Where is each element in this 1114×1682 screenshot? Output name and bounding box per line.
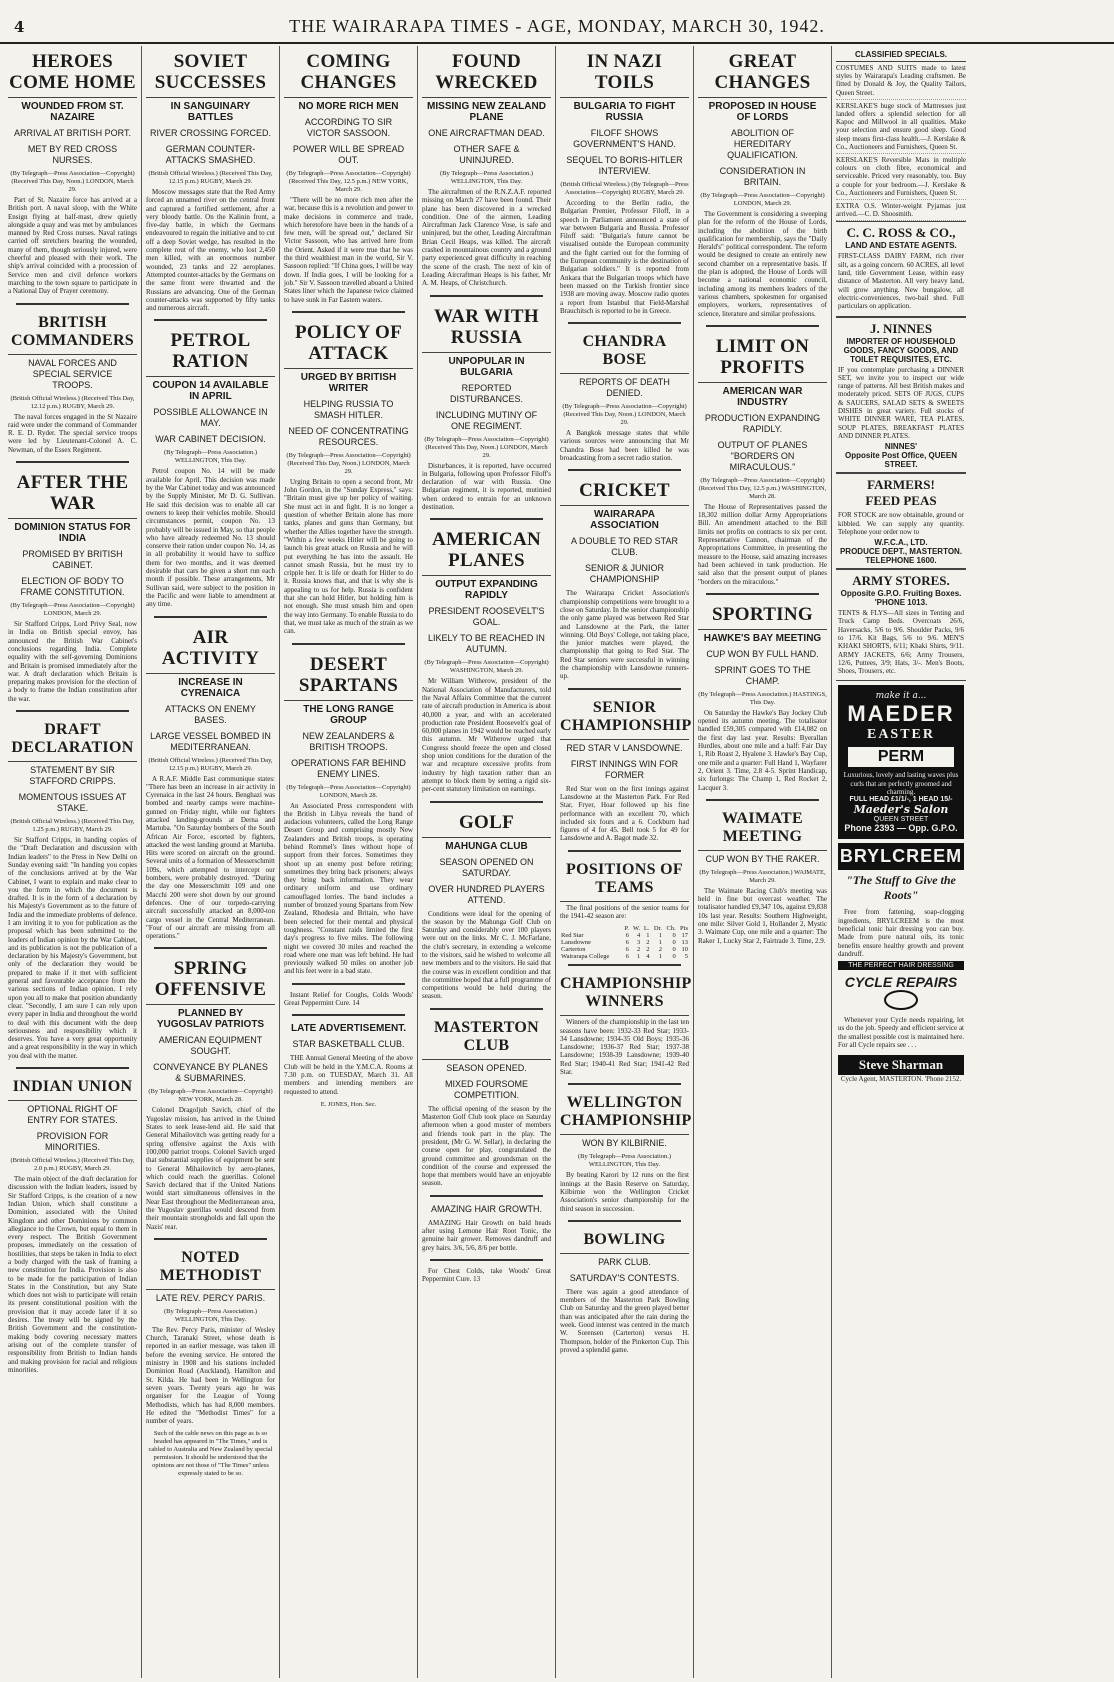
article-limit-on-profits xyxy=(698,331,827,595)
article-body: The official opening of the season by the Masterton Golf Club took place on Saturday afternoon when a good muster of members and friends took part in the play. The president, (Mr G. W. Sellar), in declaring the course open for play, congratulated the ground committee and groundsman on the condition of the course and expressed the hope that members would have an enjoyable season. xyxy=(422,1104,551,1188)
article-american-planes xyxy=(422,524,551,802)
article-body: Disturbances, it is reported, have occurred in Bulgaria, following upon Professor Filoff's declaration of war with Russia. One Bulgarian regiment, it is reported, mutinied when ordered to entrain for an unknown destination. xyxy=(422,461,551,512)
deck: MOMENTOUS ISSUES AT STAKE. xyxy=(18,792,127,814)
divider xyxy=(568,469,681,471)
ad-name: MAEDER xyxy=(847,701,955,727)
column-5 xyxy=(556,46,694,1678)
article-body: According to the Berlin radio, the Bulgarian Premier, Professor Filoff, in a speech in Parliament announced a state of war between Bulgaria and Russia. Professor Filoff said: "Bulgaria's future cannot be visualised outside the European community and the fight carried out for the forming of the European community is the destination of Bulgarian soldiers." It is reported from Ankara that the Bulgarian troops which have been massed on the Turkish frontier since 1938 are moving away. Moscow radio quotes a report from Istanbul that Field-Marshal Brauchitsch is reported to be in Greece. xyxy=(560,199,689,315)
ad-sub: LAND AND ESTATE AGENTS. xyxy=(845,241,957,251)
ad-heading: CYCLE REPAIRS xyxy=(844,974,958,991)
ad-phone: Phone 2393 — Opp. G.P.O. xyxy=(844,823,958,834)
article-body: The Rev. Percy Paris, minister of Wesley Church, Taranaki Street, whose death is reported in an earlier message, was taken ill before the evening service. He entered the ministry in 1908 and his stations included Dominion Road (Auckland), Hamilton and St. Kilda. He had been in Wellington for seven years. Twenty years ago he was organiser for the League of Young Methodists, which has had 8,000 members. He edited the "Methodist Times" for a number of years. xyxy=(146,1325,275,1426)
article-air-activity xyxy=(146,622,275,950)
article-body: Mr William Witherow, president of the National Association of Manufacturers, told the Naval Affairs Committee that the current rate of aircraft production in America is about 40,000 a year, and with an accelerated production rate President Roosevelt's goal of 60,000 planes in 1942 would be reached early this autumn. Mr Witherow urged that Congress should freeze the open and closed shop union conditions for the duration of the war and recapture excessive profits from industry by high taxation rather than an attempt to block them by setting a rigid six-per-cent statutory limitation on earnings. xyxy=(422,677,551,794)
article-body: The Government is considering a sweeping plan for the reform of the House of Lords, including the abolition of the birth qualification for membership, says the "Daily Herald's" political correspondent. The reform would be designed to create an entirely new second chamber on a representative basis. If the plan is adopted, the House of Lords will become a national economic council, including among its members leaders of the various chambers, spokesmen for organised employers, workers, representatives of science, literature and similar professions. xyxy=(698,210,827,318)
article-body: The House of Representatives passed the 18,302 million dollar Army Appropriations Bill. An amendment attached to the Bill limits net profits on contracts to six per cent. Representative Cannon, chairman of the Appropriations Committee, in presenting the measure to the House, said amazing increases had been achieved in tank production. He said also that the present output of planes "borders on the miraculous." xyxy=(698,502,827,586)
headline: WAIMATE MEETING xyxy=(698,805,827,851)
newspaper-title: THE WAIRARAPA TIMES - AGE, MONDAY, MARCH 30, 1942. xyxy=(289,16,825,36)
headline: SPRING OFFENSIVE xyxy=(146,953,275,1005)
ad-cough-cure: Instant Relief for Coughs, Colds Woods' Great Peppermint Cure. 14 xyxy=(284,990,413,1008)
deck: NAVAL FORCES AND SPECIAL SERVICE TROOPS. xyxy=(28,357,117,390)
deck: PRESIDENT ROOSEVELT'S GOAL. xyxy=(428,606,545,628)
ad-ninnes xyxy=(836,317,966,474)
article-body: There was again a good attendance of members of the Masterton Park Bowling Club on Saturday and the green played better than was anticipated after the rain during the week. Good interest was centred in the match W. Sorensen (Carterton) versus H. Thompson, holder of the Pinkerton Cup. This proved a splendid game. xyxy=(560,1287,689,1354)
deck: LIKELY TO BE REACHED IN AUTUMN. xyxy=(428,633,545,655)
ad-name: C. C. ROSS & CO., xyxy=(846,225,956,241)
ad-maeder-easter-perm xyxy=(838,685,964,839)
column-1 xyxy=(4,46,142,1678)
article-body: The final positions of the senior teams for the 1941-42 season are: xyxy=(560,903,689,920)
article-indian-union xyxy=(8,1073,137,1377)
headline: HEROES COME HOME xyxy=(8,46,137,98)
deck: LATE REV. PERCY PARIS. xyxy=(155,1292,266,1303)
deck: ATTACKS ON ENEMY BASES. xyxy=(165,703,256,725)
ad-name: Steve Sharman xyxy=(838,1055,964,1075)
deck: PARK CLUB. xyxy=(598,1256,651,1267)
headline: GOLF xyxy=(422,807,551,838)
dateline: (By Telegraph—Press Association—Copyright) (Received This Day, Noon.) LONDON, March 29. xyxy=(286,451,411,475)
deck: OPERATIONS FAR BEHIND ENEMY LINES. xyxy=(291,757,406,779)
article-found-wrecked xyxy=(422,46,551,297)
divider xyxy=(706,593,819,595)
ad-body: FOR STOCK are now obtainable, ground or kibbled. We can supply any quantity. Telephone your order now to xyxy=(838,511,964,536)
divider xyxy=(292,1014,405,1016)
dateline: (By Telegraph—Press Association—Copyright) NEW YORK, March 28. xyxy=(148,1088,273,1104)
headline: POSITIONS OF TEAMS xyxy=(560,856,689,902)
ad-body: FIRST-CLASS DAIRY FARM, rich river silt, as a going concern. 60 ACRES, all level land, title Government Lease, within easy distance of Masterton. All very heavy land, will grow anything. New bungalow, all electric-conveniences, two-bail shed. Full particulars on application. xyxy=(838,252,964,311)
table-row: Wairarapa College 6 1 4 1 0 5 xyxy=(561,953,688,961)
column-4 xyxy=(418,46,556,1678)
headline: SENIOR CHAMPIONSHIP xyxy=(560,694,689,740)
deck: SEASON OPENED. xyxy=(446,1062,527,1073)
deck: WAR CABINET DECISION. xyxy=(155,434,266,445)
ad-name: W.F.C.A., LTD. xyxy=(874,538,928,548)
dateline: (British Official Wireless.) (Received This Day, 12.15 p.m.) RUGBY, March 29. xyxy=(148,756,273,772)
deck: AMERICAN EQUIPMENT SOUGHT. xyxy=(158,1035,263,1057)
headline: DRAFT DECLARATION xyxy=(8,716,137,762)
article-body: Sir Stafford Cripps, in handing copies of the "Draft Declaration and discussion with Indian leaders" to the Press in New Delhi on Sunday evening said: "In handing you copies of the conclusions arrived at by the War Cabinet, I want to explain and make clear to you the form in which the document is drafted. It is in the form of a declaration by his Majesty's Government as to the future of India and the immediate problems of defence. I am inviting it to you for publication as the proposal which has been submitted to the leaders of Indian opinion by the War Cabinet, and its publication is not the publication of a declaration by his Majesty's Government, but only of the declaration they would be prepared to make if it met with sufficient general and favourable acceptance from the various sections of Indian opinion. I rely upon you all to make that position abundantly clear. "Secondly, I am sure I can rely upon every paper in India and throughout the world to deal with this document with the deep seriousness and responsibility which it deserves. You have a very great opportunity and a great responsibility in the way in which you deal with the matter. xyxy=(8,836,137,1060)
deck: OTHER SAFE & UNINJURED. xyxy=(453,144,520,165)
page-number: 4 xyxy=(14,18,25,36)
deck: HELPING RUSSIA TO SMASH HITLER. xyxy=(303,398,394,420)
headline: PETROL RATION xyxy=(146,325,275,377)
deck: INCREASE IN CYRENAICA xyxy=(178,676,243,699)
headline: INDIAN UNION xyxy=(8,1073,137,1101)
deck: THE LONG RANGE GROUP xyxy=(303,703,394,726)
dateline: (British Official Wireless.) (Received This Day, 1.25 p.m.) RUGBY, March 29. xyxy=(10,818,135,834)
divider xyxy=(16,710,129,712)
ad-signature: NINNES' xyxy=(884,442,918,452)
article-after-the-war xyxy=(8,467,137,712)
divider xyxy=(292,983,405,985)
headline: MASTERTON CLUB xyxy=(422,1014,551,1060)
ad-tagline: "The Stuff to Give the Roots" xyxy=(846,873,956,903)
article-body: On Saturday the Hawke's Bay Jockey Club opened its autumn meeting. The totalisator handled £59,305 compared with £14,082 on the first day last year. Results: Byerallan Hurdles, about one mile and a half: Fair Day 1, Rib Roast 2, Hyalene 3. Hawke's Bay Cup, one mile and a quarter: Full Hand 1, Wayfarer 2, Orient 3. Time, 2.8 4-5. Sprint Handicap, six furlongs: The Champ 1, Red Rocket 2, Lacquer 3. xyxy=(698,708,827,792)
ad-perm: PERM xyxy=(848,747,954,767)
deck: WOUNDED FROM ST. NAZAIRE xyxy=(21,101,124,123)
deck: OVER HUNDRED PLAYERS ATTEND. xyxy=(428,883,545,905)
article-body: The aircraftmen of the R.N.Z.A.F. reported missing on March 27 have been found. Their plane has been discovered in a wrecked condition. One of the airmen, Leading Aircraftman Jack Clarence Vose, is safe and uninjured, but the other, Leading Aircraftman Brian Cecil Heaps, was killed. The aircraft crashed in mountainous country and a ground party experienced great difficulty in reaching the scene of the crash. The next of kin of Leading Aircraftman Heaps is his father, Mr A. M. Heaps, of Christchurch. xyxy=(422,188,551,288)
article-body: Conditions were ideal for the opening of the season by the Mahunga Golf Club on Saturday and considerably over 100 players were out on the links. Mr C. J. McFarlane, the club's secretary, in extending a welcome to the visitors, said he wished to welcome all new members and to the visitors. He said that the course was in excellent condition and that the committee hoped that a full programme of competitions would be held during the season. xyxy=(422,909,551,1001)
ad-strip: THE PERFECT HAIR DRESSING xyxy=(838,961,964,970)
deck: HAWKE'S BAY MEETING xyxy=(703,632,822,644)
deck: OUTPUT OF PLANES "BORDERS ON MIRACULOUS." xyxy=(717,439,808,472)
classified-ad: EXTRA O.S. Winter-weight Pyjamas just arrived.—C. D. Shoosmith. xyxy=(836,200,966,221)
dateline: (By Telegraph—Press Association—Copyright) LONDON, March 28. xyxy=(286,783,411,799)
headline: WAR WITH RUSSIA xyxy=(422,301,551,353)
deck: ONE AIRCRAFTMAN DEAD. xyxy=(428,128,545,138)
article-cricket xyxy=(560,475,689,689)
ad-body: Free from fattening, soap-clogging ingredients, BRYLCREEM is the most beneficial tonic hair dressing you can buy. Made from pure natural oils, its tonic benefits ensure healthy growth and prevent dandruff. xyxy=(838,908,964,958)
dateline: (By Telegraph—Press Association.) WELLINGTON, This Day. xyxy=(577,1153,672,1169)
deck: MAHUNGA CLUB xyxy=(445,840,528,852)
brylcreem-logo: BRYLCREEM xyxy=(838,843,964,870)
dateline: (By Telegraph—Press Association.) WELLINGTON, This Day. xyxy=(163,449,258,465)
dateline: (By Telegraph—Press Association—Copyright) (Received This Day, 12.5 p.m.) WASHINGTON, March 28. xyxy=(698,476,827,500)
article-positions-of-teams xyxy=(560,856,689,967)
deck: CONSIDERATION IN BRITAIN. xyxy=(719,166,806,187)
article-sporting xyxy=(698,599,827,801)
ad-hair-growth-heading: AMAZING HAIR GROWTH. xyxy=(431,1203,542,1214)
ad-sub: FEED PEAS xyxy=(865,493,937,509)
deck: IN SANGUINARY BATTLES xyxy=(170,101,251,123)
deck: SENIOR & JUNIOR CHAMPIONSHIP xyxy=(584,563,664,585)
headline: DESERT SPARTANS xyxy=(284,649,413,701)
ad-name: J. NINNES xyxy=(869,320,933,336)
ad-signature: E. JONES, Hon. Sec. xyxy=(320,1100,377,1108)
article-championship-winners xyxy=(560,970,692,1085)
headline: CHANDRA BOSE xyxy=(560,328,689,374)
headline: WELLINGTON CHAMPIONSHIP xyxy=(560,1089,689,1135)
deck: SEQUEL TO BORIS-HITLER INTERVIEW. xyxy=(566,155,683,176)
divider xyxy=(568,322,681,324)
ad-ross-land-agents xyxy=(836,221,966,316)
masthead xyxy=(0,0,1114,44)
ad-address: PRODUCE DEPT., MASTERTON. TELEPHONE 1600. xyxy=(839,547,963,566)
article-heroes-come-home xyxy=(8,46,137,305)
article-body: Moscow messages state that the Red Army forced an unnamed river on the central front and captured a fortified settlement, after a very bloody battle. On the Kalinin front, a five-day battle, in which the Germans endeavoured to regain the initiative and to cut off a deep Soviet wedge, has resulted in the complete rout of the enemy, who lost 2,450 men killed, with an enormous number wounded, 23 tanks and 22 aeroplanes. Attempted counter-attacks by the Germans on the same front were thwarted and the Russians are advancing. One of the German counter-attacks was supported by fifty tanks and numerous aircraft. xyxy=(146,188,275,313)
article-body: Part of St. Nazaire force has arrived at a British port. A naval sloop, with the White Ensign flying at half-mast, drew quietly alongside a quay and was met by ambulances manned by Red Cross nurses. Naval ratings carried off stretchers bearing the wounded, many of them, though seriously injured, were cheerful and pleased with their work. The ship's arrival coincided with a procession of Service men and civil defence workers marching to the town square to participate in a National Day of Prayer ceremony. xyxy=(8,196,137,296)
divider xyxy=(292,311,405,313)
headline: BOWLING xyxy=(560,1226,689,1254)
dateline: (By Telegraph—Press Association.) WAIMATE, March 29. xyxy=(699,868,826,884)
standings-table xyxy=(560,925,689,960)
deck: A DOUBLE TO RED STAR CLUB. xyxy=(570,536,679,558)
dateline: (By Telegraph—Press Association—Copyright) (Received This Day, Noon.) LONDON, March 29. xyxy=(424,435,549,459)
deck: CUP WON BY THE RAKER. xyxy=(705,853,820,864)
deck: SEASON OPENED ON SATURDAY. xyxy=(439,856,534,878)
ad-cycle-repairs xyxy=(838,974,964,1083)
headline: BRITISH COMMANDERS xyxy=(8,309,137,355)
deck: WON BY KILBIRNIE. xyxy=(582,1138,667,1149)
deck: COUPON 14 AVAILABLE IN APRIL xyxy=(152,380,269,403)
article-body: The Wairarapa Cricket Association's championship competitions were brought to a close on Saturday. In the senior championship the only game played was between Red Star and Lansdowne at the Park, the latter winning. Old Boys' College, not taking place, the junior matches were played, the championship that going to Red Star. The Red Star seniors were successful in winning the championship with Lansdowne runners-up. xyxy=(560,589,689,681)
headline: FOUND WRECKED xyxy=(422,46,551,98)
ad-address: QUEEN STREET xyxy=(873,816,929,824)
classifieds-heading: CLASSIFIED SPECIALS. xyxy=(836,46,966,62)
divider xyxy=(430,1195,543,1197)
cable-note: Such of the cable news on this page as is so headed has appeared in "The Times," and is cabled to Australia and New Zealand by special permission. It should be understood that the opinions are not those of "The Times" unless expressly stated to be so. xyxy=(148,1430,273,1478)
headline: CHAMPIONSHIP WINNERS xyxy=(560,970,689,1016)
ad-salon: Maeder's Salon xyxy=(853,803,949,817)
deck: ACCORDING TO SIR VICTOR SASSOON. xyxy=(304,117,393,138)
dateline: (By Telegraph—Press Association—Copyright) (Received This Day, Noon.) LONDON, March 29. xyxy=(562,403,687,427)
deck: SATURDAY'S CONTESTS. xyxy=(569,1272,680,1283)
article-waimate-meeting xyxy=(698,805,827,948)
dateline: (By Telegraph—Press Association.) WELLINGTON, This Day. xyxy=(439,170,534,185)
deck: STATEMENT BY SIR STAFFORD CRIPPS. xyxy=(29,765,116,787)
dateline: (By Telegraph—Press Association—Copyright) LONDON, March 29. xyxy=(700,192,825,207)
dateline: (By Telegraph—Press Association—Copyright) WASHINGTON, March 29. xyxy=(424,659,549,675)
page-columns xyxy=(4,46,1110,1678)
headline: SOVIET SUCCESSES xyxy=(146,46,275,98)
headline: CRICKET xyxy=(560,475,689,506)
deck: OUTPUT EXPANDING RAPIDLY xyxy=(435,579,538,602)
divider xyxy=(154,319,267,321)
ad-heading: LATE ADVERTISEMENT. xyxy=(290,1023,406,1035)
deck: NEW ZEALANDERS & BRITISH TROOPS. xyxy=(302,730,395,752)
deck: NEED OF CONCENTRATING RESOURCES. xyxy=(288,425,409,447)
ad-chest-colds: For Chest Colds, take Woods' Great Peppermint Cure. 13 xyxy=(422,1266,551,1284)
ad-body: Luxurious, lovely and lasting waves plus curls that are perfectly groomed and charming. xyxy=(843,771,959,797)
deck: REPORTS OF DEATH DENIED. xyxy=(579,377,670,399)
article-golf xyxy=(422,807,551,1010)
article-body: Urging Britain to open a second front, Mr John Gordon, in the "Sunday Express," says: "Britain must give up her policy of waiting. She must act in and fight. It is no longer a question of whether Britain alone has more tanks, planes and guns than Germany, but whether the Allies together have the strength. "Within a few weeks Hitler will be going to launch his great attack on Russia and he will put everything he has into the assault. He cannot smash Russia, but he must try to cripple her. It is life or death for Hitler to do it. Russia knows that, and that is why she is appealing to us for help. Russia is confident that she can hold Hitler, but holding him is not enough. She must smash him and open the way into Germany. To enable Russia to do that, we must take as much of the strain as we can. xyxy=(284,477,413,636)
deck: POSSIBLE ALLOWANCE IN MAY. xyxy=(153,407,268,429)
divider xyxy=(154,947,267,949)
article-chandra-bose xyxy=(560,328,689,471)
column-3 xyxy=(280,46,418,1678)
divider xyxy=(430,295,543,297)
headline: IN NAZI TOILS xyxy=(560,46,689,98)
divider xyxy=(568,964,681,966)
classified-ad: KERSLAKE'S huge stock of Mattresses just landed offers a splendid selection for all Kapoc and Millwool in all qualities. Make your selection and ensure good sleep. Good sleep means first-class health.—J. Kerslake & Co., Auctioneers and Furnishers, Queen St. xyxy=(836,100,966,154)
headline: COMING CHANGES xyxy=(284,46,413,98)
divider xyxy=(154,1238,267,1240)
divider xyxy=(16,303,129,305)
table-header-row: P. W. L. Dr. Ch. Pts xyxy=(624,925,688,933)
ad-subheading: STAR BASKETBALL CLUB. xyxy=(292,1039,405,1050)
column-7-classifieds xyxy=(832,46,970,1678)
divider xyxy=(430,1259,543,1261)
deck: UNPOPULAR IN BULGARIA xyxy=(448,355,525,378)
ad-heading: ARMY STORES. xyxy=(852,573,950,589)
divider xyxy=(706,799,819,801)
deck: ELECTION OF BODY TO FRAME CONSTITUTION. xyxy=(20,576,125,598)
deck: MET BY RED CROSS NURSES. xyxy=(27,144,118,165)
deck: OPTIONAL RIGHT OF ENTRY FOR STATES. xyxy=(27,1104,118,1126)
dateline: (By Telegraph—Press Association—Copyright) (Received This Day, Noon.) LONDON, March 29. xyxy=(10,170,135,193)
deck: URGED BY BRITISH WRITER xyxy=(300,371,397,394)
ad-brylcreem xyxy=(838,843,964,970)
dateline: (British Official Wireless.) (Received This Day, 2.0 p.m.) RUGBY, March 29. xyxy=(10,1157,135,1173)
article-draft-declaration xyxy=(8,716,137,1069)
article-desert-spartans xyxy=(284,649,413,985)
article-body: By beating Karori by 12 runs on the first innings at the Basin Reserve on Saturday, Kilbirnie won the Wellington Cricket Association's senior championship for the third season in succession. xyxy=(560,1171,689,1213)
deck: FILOFF SHOWS GOVERNMENT'S HAND. xyxy=(573,128,676,149)
article-masterton-club xyxy=(422,1014,551,1197)
divider xyxy=(568,1083,681,1085)
article-body: The naval forces engaged in the St Nazaire raid were under the command of Commander R. E. D. Ryder. The special service troops were led by Lieutenant-Colonel A. C. Newman, of the Essex Regiment. xyxy=(8,412,137,454)
divider xyxy=(706,325,819,327)
ad-army-stores xyxy=(836,569,966,681)
deck: CONVEYANCE BY PLANES & SUBMARINES. xyxy=(153,1062,268,1084)
headline: AFTER THE WAR xyxy=(8,467,137,519)
ad-farmers-feed-peas xyxy=(836,473,966,569)
article-body: The Waimate Racing Club's meeting was held in fine but overcast weather. The totalisator handled £9,347 10s, against £9,838 10s last year. Results: Southern Highweight, one mile: Silver Gold 1, Hollander 2, Mystic 3. Waimate Cup, one mile and a quarter: The Raker 1, Lucky Star 2, Fairtrade 3. Time, 2.9. xyxy=(698,886,827,945)
ad-address: Cycle Agent, MASTERTON. 'Phone 2152. xyxy=(840,1075,962,1084)
article-in-nazi-toils xyxy=(560,46,689,324)
article-body: Red Star won on the first innings against Lansdowne at the Masterton Park. For Red Star, Fryer, Hoar followed up his fine performance with an excellent 70, which included six fours and a 6. Cockburn had figures of 4 for 45. Bell took 5 for 49 for Lansdowne and A. Bagot made 32. xyxy=(560,784,689,843)
divider xyxy=(430,801,543,803)
article-body: Winners of the championship in the last ten seasons have been: 1932-33 Red Star; 1933-34 Lansdowne; 1934-35 Old Boys; 1935-36 Lansdowne; 1936-37 Red Star; 1937-38 Lansdowne; 1938-39 Lansdowne; 1939-40 Red Star; 1940-41 Red Star; 1941-42 Red Star. xyxy=(560,1018,689,1077)
deck: FIRST INNINGS WIN FOR FORMER xyxy=(570,758,679,780)
headline: AMERICAN PLANES xyxy=(422,524,551,576)
table-row: Lansdowne 6 3 2 1 0 13 xyxy=(561,939,688,947)
table-row: Red Star 6 4 1 1 0 17 xyxy=(561,932,688,940)
ad-price: FULL HEAD £1/1/-, 1 HEAD 15/- xyxy=(849,796,953,804)
deck: MIXED FOURSOME COMPETITION. xyxy=(444,1078,528,1100)
ad-address: Opposite Post Office, QUEEN STREET. xyxy=(844,451,957,470)
dateline: (By Telegraph—Press Association—Copyright) (Received This Day, 12.5 p.m.) NEW YORK, March 29. xyxy=(286,170,411,193)
deck: NO MORE RICH MEN xyxy=(298,101,399,112)
deck: PLANNED BY YUGOSLAV PATRIOTS xyxy=(156,1008,265,1031)
divider xyxy=(568,688,681,690)
deck: PROMISED BY BRITISH CABINET. xyxy=(22,549,123,571)
deck: DOMINION STATUS FOR INDIA xyxy=(14,522,131,545)
article-bowling xyxy=(560,1226,689,1357)
ad-sub: Opposite G.P.O. Fruiting Boxes. 'PHONE 1013. xyxy=(840,589,962,608)
dateline: (British Official Wireless.) (Received This Day, 12.15 p.m.) RUGBY, March 29. xyxy=(148,170,273,185)
divider xyxy=(292,643,405,645)
article-body: An Associated Press correspondent with the British in Libya reveals the hand of audacious volunteers, called the Long Range Desert Group and comprising mostly New Zealanders and British troops, is operating behind Rommel's lines without hope of support from their forces. Sometimes they shoot up an enemy post before retiring; sometimes they bring back prisoners; always they bring back information. They wear ordinary uniform and use ordinary camouflaged lorries. The band includes a number of bronzed young Spartans from New Zealand, Rhodesia and Britain, who have been selected for their mental and physical toughness. "Constant raids limited the first day's progress to five miles. The following night we covered 30 miles and reached the road where one man was left behind. He had previously walked 50 miles on another job and his feet were in a bad state. xyxy=(284,801,413,976)
article-body: Petrol coupon No. 14 will be made available for April. This decision was made by the War Cabinet today and was announced by the Supply Minister, Mr D. G. Sullivan. He said this decision was to enable all car owners to keep their vehicles mobile. Should circumstances permit, coupon No. 13 probably will be issued in May, so that people who have already redeemed No. 13 should conserve their ration under coupon No. 14, as in all probability it would have to suffice them for two months, and it was deemed desirable that cars be given a short run each month if possible. These arrangements, Mr Sullivan said, were subject to the position in the Pacific and were liable to amendment at any time. xyxy=(146,467,275,609)
dateline: (By Telegraph—Press Association—Copyright) LONDON, March 29. xyxy=(10,602,135,618)
deck: BULGARIA TO FIGHT RUSSIA xyxy=(573,101,676,123)
ad-body: IF you contemplate purchasing a DINNER SET, we invite you to inspect our wide range of patterns. All best British makes and moderately priced. SETS OF JUGS, CUPS & SAUCERS, SALAD SETS & SWEETS DISHES in great variety. Full stocks of WHITE DINNER WARE, TEA PLATES, SOUP PLATES, BREAKFAST PLATES AND DINNER PLATES. xyxy=(838,365,964,440)
ad-easter: EASTER xyxy=(866,727,936,743)
headline: LIMIT ON PROFITS xyxy=(698,331,827,383)
divider xyxy=(430,1008,543,1010)
divider xyxy=(16,1067,129,1069)
ad-late-advertisement xyxy=(284,1020,413,1108)
article-body: A Bangkok message states that while various sources were announcing that Mr Chandra Bose had been killed he was broadcasting from a secret radio station. xyxy=(560,429,689,463)
ad-body: Whenever your Cycle needs repairing, let us do the job. Speedy and efficient service at the smallest possible cost is maintained here. For all Cycle repairs see . . . xyxy=(838,1016,964,1050)
deck: ABOLITION OF HEREDITARY QUALIFICATION. xyxy=(727,128,798,160)
article-great-changes xyxy=(698,46,827,327)
headline: AIR ACTIVITY xyxy=(146,622,275,674)
divider xyxy=(16,461,129,463)
deck: RED STAR V LANSDOWNE. xyxy=(566,742,683,753)
ad-script: make it a... xyxy=(875,691,927,702)
article-spring-offensive xyxy=(146,953,275,1239)
article-body: A R.A.F. Middle East communique states: "There has been an increase in air activity in Cyrenaica in the last 24 hours. Benghazi was bombed and nearby camps were machine-gunned on Friday night, while our fighters attacked landing-grounds at Derna and Martuba. "On Saturday bombers of the South African Air Force, escorted by fighters, attacked the west landing ground at Martuba. Hits were scored on aircraft on the ground. Several units of a formation of Messerschmitt 109s, which attempted to intercept our bombers, were probably destroyed. "During the day one Messerschmitt 109 and one Macchi 200 were shot down by our ground defences. One of our torpedo-carrying aircraft successfully attacked an 8,000-ton cargo vessel in the Central Mediterranean. "Four of our aircraft are missing from all operations." xyxy=(146,774,275,941)
ad-hair-growth-body: AMAZING Hair Growth on bald heads after using Lemone Hair Root Tonic, the genuine hair grower. Removes dandruff and grey hairs. 3/6, 5/6, 8/6 per bottle. xyxy=(422,1218,551,1252)
divider xyxy=(568,1220,681,1222)
article-soviet-successes xyxy=(146,46,275,321)
dateline: (British Official Wireless.) (Received This Day, 12.12 p.m.) RUGBY, March 29. xyxy=(10,394,135,410)
article-war-with-russia xyxy=(422,301,551,521)
headline: NOTED METHODIST xyxy=(146,1244,275,1290)
column-6 xyxy=(694,46,832,1678)
article-body: Colonel Dragoljub Savich, chief of the Yugoslav mission, has arrived in the United States to seek lease-lend aid. He said that General Mihailovitch was getting ready for a spring offensive against the Axis with 100,000 patriot troops. Colonel Savich urged that substantial supplies of equipment be sent to General Mihailovitch by aero-planes, which could reach the guerillas. Colonel Savich declared that if the United Nations would start simultaneous offensives in the Near East throughout the Mediterranean area, the Yugoslav guerillas would descend from their mountain strongholds and fall upon the Nazis' rear. xyxy=(146,1106,275,1231)
article-wellington-championship xyxy=(560,1089,692,1221)
deck: AMERICAN WAR INDUSTRY xyxy=(722,385,803,408)
dateline: (By Telegraph—Press Association.) WELLINGTON, This Day. xyxy=(163,1307,258,1323)
dateline: (British Official Wireless.) (By Telegraph—Press Association—Copyright) RUGBY, March 29. xyxy=(560,181,689,196)
article-senior-championship xyxy=(560,694,692,852)
deck: SPRINT GOES TO THE CHAMP. xyxy=(714,664,811,686)
article-body: The main object of the draft declaration for discussion with the Indian leaders, issued by Sir Stafford Cripps, is the creation of a new Indian Union, which shall constitute a Dominion, associated with the United Kingdom and other Dominions by common allegiance to the Crown, but equal to them in every respect. The British Government proposes, immediately on the cessation of hostilities, that steps be taken in India to elect a body charged with the task of framing a new constitution for India. Provision is also to be made for the participation of Indian States in the Constitution, but any State which does not wish to participate will retain its present constitutional position with the provision that it may accede later if it so desires. The treaty will be signed by the British Government and the constitution-making body covering necessary matters arising out of the complete transfer of responsibility from British to Indian hands and making provision for racial and religious minorities. xyxy=(8,1175,137,1374)
deck: PROPOSED IN HOUSE OF LORDS xyxy=(708,101,817,123)
article-policy-of-attack xyxy=(284,317,413,645)
article-british-commanders xyxy=(8,309,137,463)
classified-ad: KERSLAKE'S Reversible Mats in multiple colours on cloth fibre, economical and serviceable. Priced very reasonably, too. Buy a couple for your bedroom.—J. Kerslake & Co., Auctioneers and Furnishers, Queen St. xyxy=(836,154,966,200)
deck: PRODUCTION EXPANDING RAPIDLY. xyxy=(704,412,821,434)
headline: SPORTING xyxy=(698,599,827,630)
article-coming-changes xyxy=(284,46,413,313)
deck: RIVER CROSSING FORCED. xyxy=(150,128,272,138)
ad-body: TENTS & FLYS—All sizes in Tenting and Truck Camp Beds. Overcoats 26/6, Haversacks, 5/6 to 9/6. Shoulder Packs, 9/6 to 17/6. Kit Bags, 5/6 to 9/6. MEN'S KHAKI SHORTS, 6/11; Khaki Shirts, 9/11. ARMY JACKETS, 6/6; Army Trousers, 12/6, Puttees, 3/9; Hats, 3/-. Men's Boots, Shoes, Trousers, etc. xyxy=(838,609,964,676)
deck: ARRIVAL AT BRITISH PORT. xyxy=(13,128,132,138)
deck: GERMAN COUNTER-ATTACKS SMASHED. xyxy=(165,144,256,165)
classified-ad: COSTUMES AND SUITS made to latest styles by Wairarapa's Leading craftsmen. Be fitted by Donald & Joy, the Quality Tailors, Queen Street. xyxy=(836,62,966,100)
deck: PROVISION FOR MINORITIES. xyxy=(36,1131,109,1153)
bicycle-icon xyxy=(884,990,918,1010)
ad-body: THE Annual General Meeting of the above Club will be held in the Y.M.C.A. Rooms at 7.30 p.m. on TUESDAY, March 31. All members and intending members are requested to attend. xyxy=(284,1054,413,1096)
headline: GREAT CHANGES xyxy=(698,46,827,98)
ad-heading: FARMERS! xyxy=(867,477,935,493)
divider xyxy=(154,616,267,618)
article-body: "There will be no more rich men after the war, because this is a revolution and power to make decisions in commerce and trade, which heretofore have been in the hands of a few men, will be spread out," declared Sir Victor Sassoon, who has arrived here from the Orient. Asked if it were true that he was the third wealthiest man in the world, Sir V. Sassoon replied: "If China goes, I will be way down. If India goes, I will be looking for a job." Sir V. Sassoon travelled aboard a United States liner which the Japanese twice claimed to have sunk in Far Eastern waters. xyxy=(284,196,413,304)
column-2 xyxy=(142,46,280,1678)
table-row: Carterton 6 2 2 2 0 10 xyxy=(561,946,688,954)
deck: WAIRARAPA ASSOCIATION xyxy=(590,509,659,532)
deck: REPORTED DISTURBANCES. xyxy=(449,382,523,404)
headline: POLICY OF ATTACK xyxy=(284,317,413,369)
deck: MISSING NEW ZEALAND PLANE xyxy=(427,101,546,123)
deck: LARGE VESSEL BOMBED IN MEDITERRANEAN. xyxy=(150,730,271,752)
deck: INCLUDING MUTINY OF ONE REGIMENT. xyxy=(435,409,538,431)
divider xyxy=(568,850,681,852)
divider xyxy=(430,518,543,520)
deck: POWER WILL BE SPREAD OUT. xyxy=(292,144,405,165)
dateline: (By Telegraph—Press Association.) HASTINGS, This Day. xyxy=(698,690,827,706)
article-noted-methodist xyxy=(146,1244,275,1479)
article-petrol-ration xyxy=(146,325,275,617)
ad-sub: IMPORTER OF HOUSEHOLD GOODS, FANCY GOODS, AND TOILET REQUISITES, ETC. xyxy=(843,336,959,364)
deck: CUP WON BY FULL HAND. xyxy=(706,648,819,659)
article-body: Sir Stafford Cripps, Lord Privy Seal, now in India on British special envoy, has announced the British War Cabinet's conclusions regarding India. Complete equality with the self-governing Dominions and Britain is promised immediately after the war. A draft declaration which Britain is preparing makes provision for the election of a body to frame the Indian constitution after the war. xyxy=(8,620,137,703)
